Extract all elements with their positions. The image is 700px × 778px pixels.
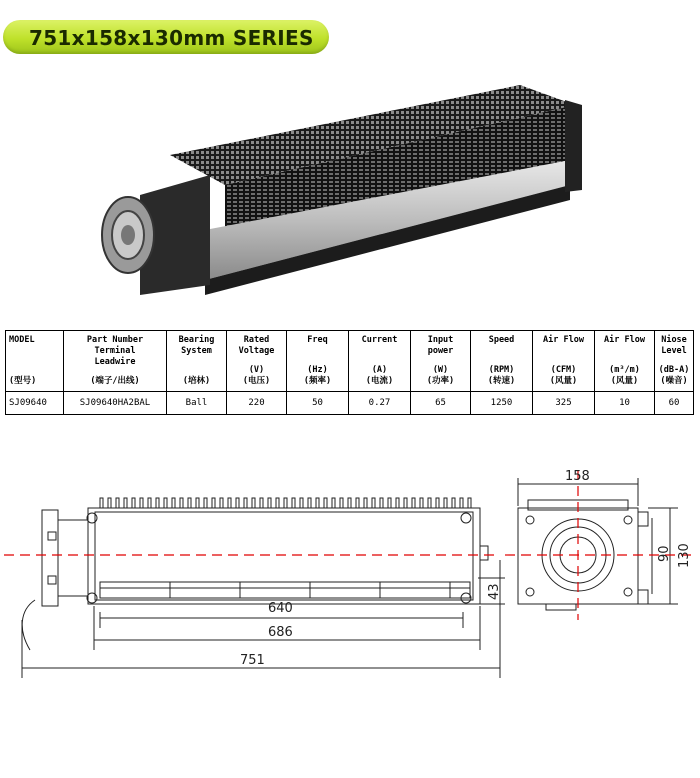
- col-header-freq: Freq (Hz) (频率): [287, 331, 349, 392]
- product-photo: [100, 80, 590, 305]
- cell-noise: 60: [655, 392, 694, 415]
- spec-table: [5, 330, 694, 415]
- series-title: 751x158x130mm SERIES: [29, 26, 314, 50]
- col-header-airflow-cfm: Air Flow (CFM) (风量): [533, 331, 595, 392]
- top-louvers: [100, 498, 471, 508]
- cell-input-power: 65: [411, 392, 471, 415]
- col-header-model: MODEL (型号): [6, 331, 64, 392]
- cell-freq: 50: [287, 392, 349, 415]
- cell-model: SJ09640: [6, 392, 64, 415]
- cell-airflow-m3: 10: [595, 392, 655, 415]
- table-row: [6, 392, 694, 415]
- cell-speed: 1250: [471, 392, 533, 415]
- cell-current: 0.27: [349, 392, 411, 415]
- col-header-bearing: Bearing System (培林): [167, 331, 227, 392]
- dim-43: 43: [487, 583, 502, 600]
- cell-bearing: Ball: [167, 392, 227, 415]
- col-header-voltage: Rated Voltage (V) (电压): [227, 331, 287, 392]
- dim-130: 130: [677, 543, 692, 568]
- dim-90: 90: [657, 545, 672, 562]
- series-header: [3, 20, 329, 54]
- dim-158: 158: [565, 469, 590, 484]
- col-header-noise: Niose Level (dB-A) (噪音): [655, 331, 694, 392]
- cell-voltage: 220: [227, 392, 287, 415]
- cell-airflow-cfm: 325: [533, 392, 595, 415]
- col-header-input-power: Input power (W) (功率): [411, 331, 471, 392]
- dim-640: 640: [268, 601, 293, 616]
- table-header-row: [6, 331, 694, 392]
- col-header-speed: Speed (RPM) (转速): [471, 331, 533, 392]
- col-header-part-number: Part Number Terminal Leadwire (端子/出线): [64, 331, 167, 392]
- dim-686: 686: [268, 625, 293, 640]
- dim-751: 751: [240, 653, 265, 668]
- cell-part-number: SJ09640HA2BAL: [64, 392, 167, 415]
- col-header-current: Current (A) (电流): [349, 331, 411, 392]
- dimension-drawing: [0, 460, 700, 778]
- col-header-airflow-m3: Air Flow (m³/m) (风量): [595, 331, 655, 392]
